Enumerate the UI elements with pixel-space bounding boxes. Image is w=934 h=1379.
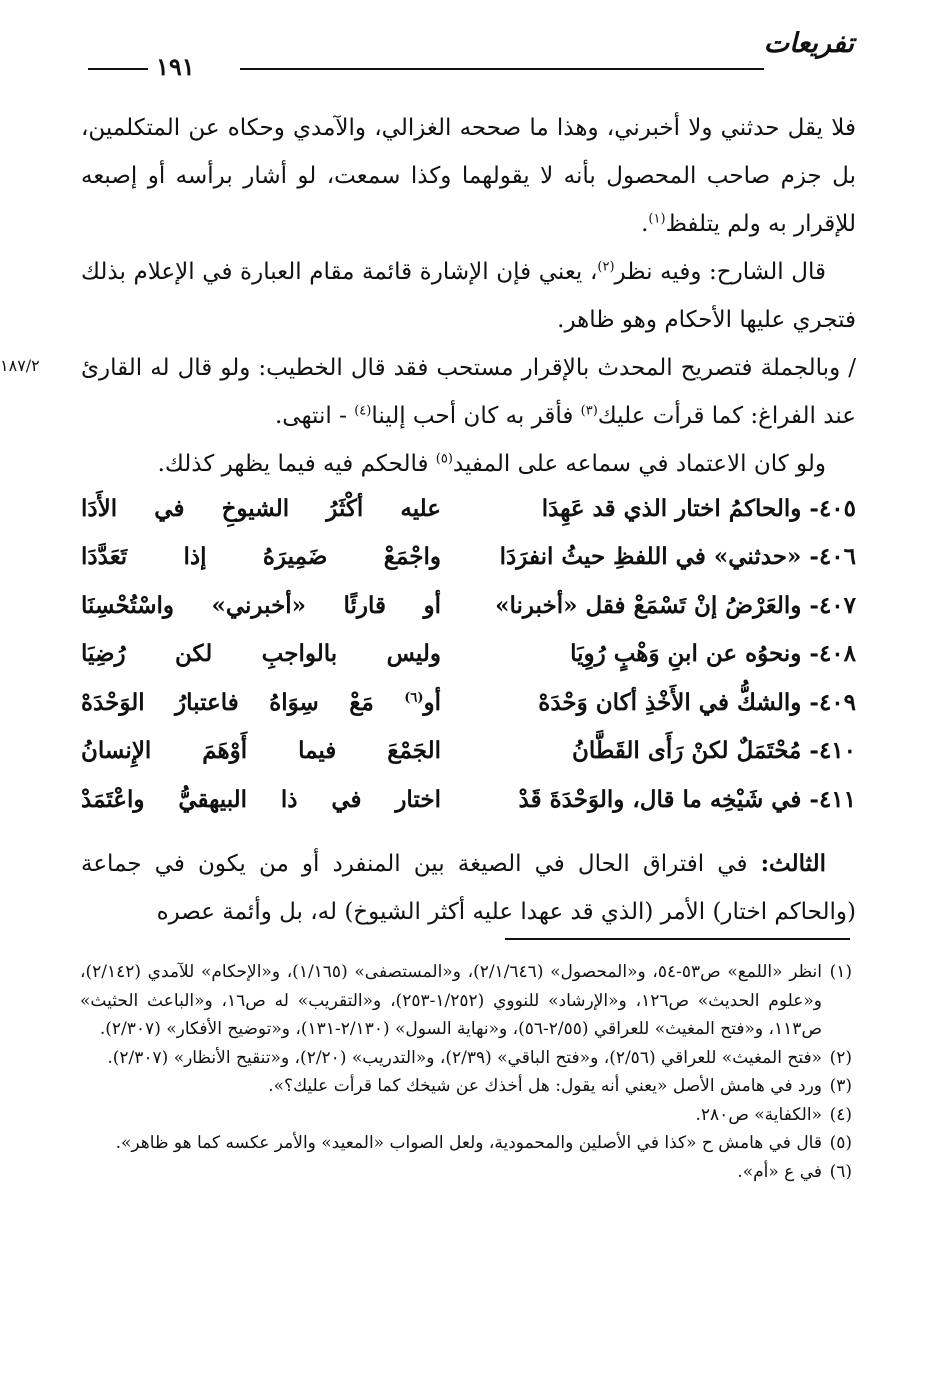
verse-number: ٤٠٧- [809,591,856,619]
footnote-mark: (٦) [404,690,424,706]
verse-second-hemistich: اختار في ذا البيهقيُّ واعْتَمَدْ [81,785,441,813]
footnotes [80,958,852,1186]
footnote-separator [505,938,850,940]
footnote-text: ورد في هامش الأصل «يعني أنه يقول: هل أخذك عن شيخك كما قرأت عليك؟». [268,1076,822,1096]
commentary-text [81,840,856,936]
footnote-number: (٣) [829,1076,852,1096]
margin-reference: ١٨٧/٢ [0,356,40,375]
footnote-mark: (١) [648,211,666,227]
paragraph: / وبالجملة فتصريح المحدث بالإقرار مستحب فقد قال الخطيب: ولو قال له القارئ عند الفراغ: كما قرأت عليك$^{(٣)}$ فأقر به كان أحب إلينا$^{(٤)}$ - انتهى. [81,355,856,429]
paragraph: قال الشارح: وفيه نظر$^{(٢)}$، يعني فإن الإشارة قائمة مقام العبارة في الإعلام بذلك فتجري عليها الأحكام وهو ظاهر. [81,259,856,333]
footnote-text: قال في هامش ح «كذا في الأصلين والمحمودية، ولعل الصواب «المعيد» والأمر عكسه كما هو ظاهر». [115,1133,822,1153]
verse-row [81,484,856,533]
verse-number: ٤١١- [809,785,856,813]
footnote [80,958,852,1044]
verse-row [81,678,856,727]
verse-second-hemistich: وليس بالواجبِ لكن رُضِيَا [81,640,441,668]
header-rule-right [240,68,764,70]
verse-number: ٤٠٨- [809,640,856,668]
verse-first-hemistich: ٤٠٨- ونحوُه عن ابنِ وَهْبٍ رُوِيَا [570,640,856,668]
verse-second-hemistich: الجَمْعَ فيما أَوْهَمَ الإِنسانُ [81,737,441,765]
paragraph: فلا يقل حدثني ولا أخبرني، وهذا ما صححه الغزالي، والآمدي وحكاه عن المتكلمين، بل جزم صاحب المحصول بأنه لا يقولهما وكذا سمعت، لو أشار برأسه أو إصبعه للإقرار به ولم يتلفظ$^{(١)}$. [81,115,856,237]
verse-number: ٤٠٦- [809,543,856,571]
verse-number: ٤١٠- [809,737,856,765]
page-number: ١٩١ [156,52,195,81]
footnote-mark: (٢) [597,259,615,275]
paragraph: ولو كان الاعتماد في سماعه على المفيد$^{(٥)}$ فالحكم فيه فيما يظهر كذلك. [157,451,826,477]
verse-first-hemistich: ٤٠٦- «حدثني» في اللفظِ حيثُ انفرَدَا [499,543,856,571]
footnote-mark: (٤) [354,403,372,419]
footnote [80,1129,852,1158]
verse-row [81,581,856,630]
running-title: تفريعات [763,28,854,59]
header-rule-left [88,68,148,70]
verse-first-hemistich: ٤٠٧- والعَرْضُ إنْ تَسْمَعْ فقل «أخبرنا» [495,591,856,619]
paragraph: الثالث: في افتراق الحال في الصيغة بين المنفرد أو من يكون في جماعة (والحاكم اختار) الأمر (الذي قد عهدا عليه أكثر الشيوخ) له، بل وأئمة عصره [81,850,856,925]
footnote-mark: (٣) [580,403,598,419]
footnote-number: (٦) [829,1161,852,1182]
verse-first-hemistich: ٤٠٥- والحاكمُ اختار الذي قد عَهِدَا [541,494,856,522]
footnote [80,1044,852,1073]
footnote [80,1101,852,1130]
footnote [80,1072,852,1101]
footnote [80,1158,852,1187]
verse-number: ٤٠٥- [809,494,856,522]
verse-block [81,484,856,824]
verse-row [81,533,856,582]
footnote-text: «فتح المغيث» للعراقي (٢/٥٦)، و«فتح الباقي» (٢/٣٩)، و«التدريب» (٢/٢٠)، و«تنقيح الأنظار» (٢/٣٠٧). [107,1047,822,1068]
verse-row [81,775,856,824]
main-text [81,104,856,488]
verse-row [81,630,856,679]
footnote-number: (٢) [829,1047,852,1068]
verse-number: ٤٠٩- [809,688,856,716]
section-lead: الثالث: [760,850,826,877]
footnote-number: (١) [829,962,852,982]
verse-second-hemistich: أو$^{(٦)}$ مَعْ سِوَاهُ فاعتبارُ الوَحْدَهْ [81,688,441,716]
verse-second-hemistich: واجْمَعْ ضَمِيرَهُ إذا تَعَدَّدَا [81,543,441,571]
verse-second-hemistich: أو قارئًا «أخبرني» واسْتُحْسِنَا [81,591,441,619]
verse-row [81,727,856,776]
verse-second-hemistich: عليه أكْثَرُ الشيوخِ في الأَدَا [81,494,441,522]
footnote-mark: (٥) [435,451,453,467]
footnote-text: في ع «أم». [737,1161,822,1182]
verse-first-hemistich: ٤١١- في شَيْخِه ما قال، والوَحْدَةَ قَدْ [518,785,856,813]
footnote-number: (٥) [829,1133,852,1153]
footnote-number: (٤) [829,1104,852,1125]
footnote-text: انظر «اللمع» ص٥٣-٥٤، و«المحصول» (٢/١/٦٤٦)، و«المستصفى» (١/١٦٥)، و«الإحكام» للآمدي (٢/١٤٢)، و«علوم الحديث» ص١٢٦، و«الإرشاد» للنووي (١/٢٥٢-٢٥٣)، و«التقريب» له ص١٦، و«الباعث الحثيث» ص١١٣، و«فتح المغيث» للعراقي (٢/٥٥-٥٦)، و«نهاية السول» (٢/١٣٠-١٣١)، و«توضيح الأفكار» (٢/٣٠٧). [80,962,822,1039]
verse-first-hemistich: ٤١٠- مُحْتَمَلٌ لكنْ رَأَى القَطَّانُ [572,737,856,765]
footnote-text: «الكفاية» ص٢٨٠. [695,1104,822,1125]
verse-first-hemistich: ٤٠٩- والشكُّ في الأَخْذِ أكان وَحْدَهْ [538,688,856,716]
